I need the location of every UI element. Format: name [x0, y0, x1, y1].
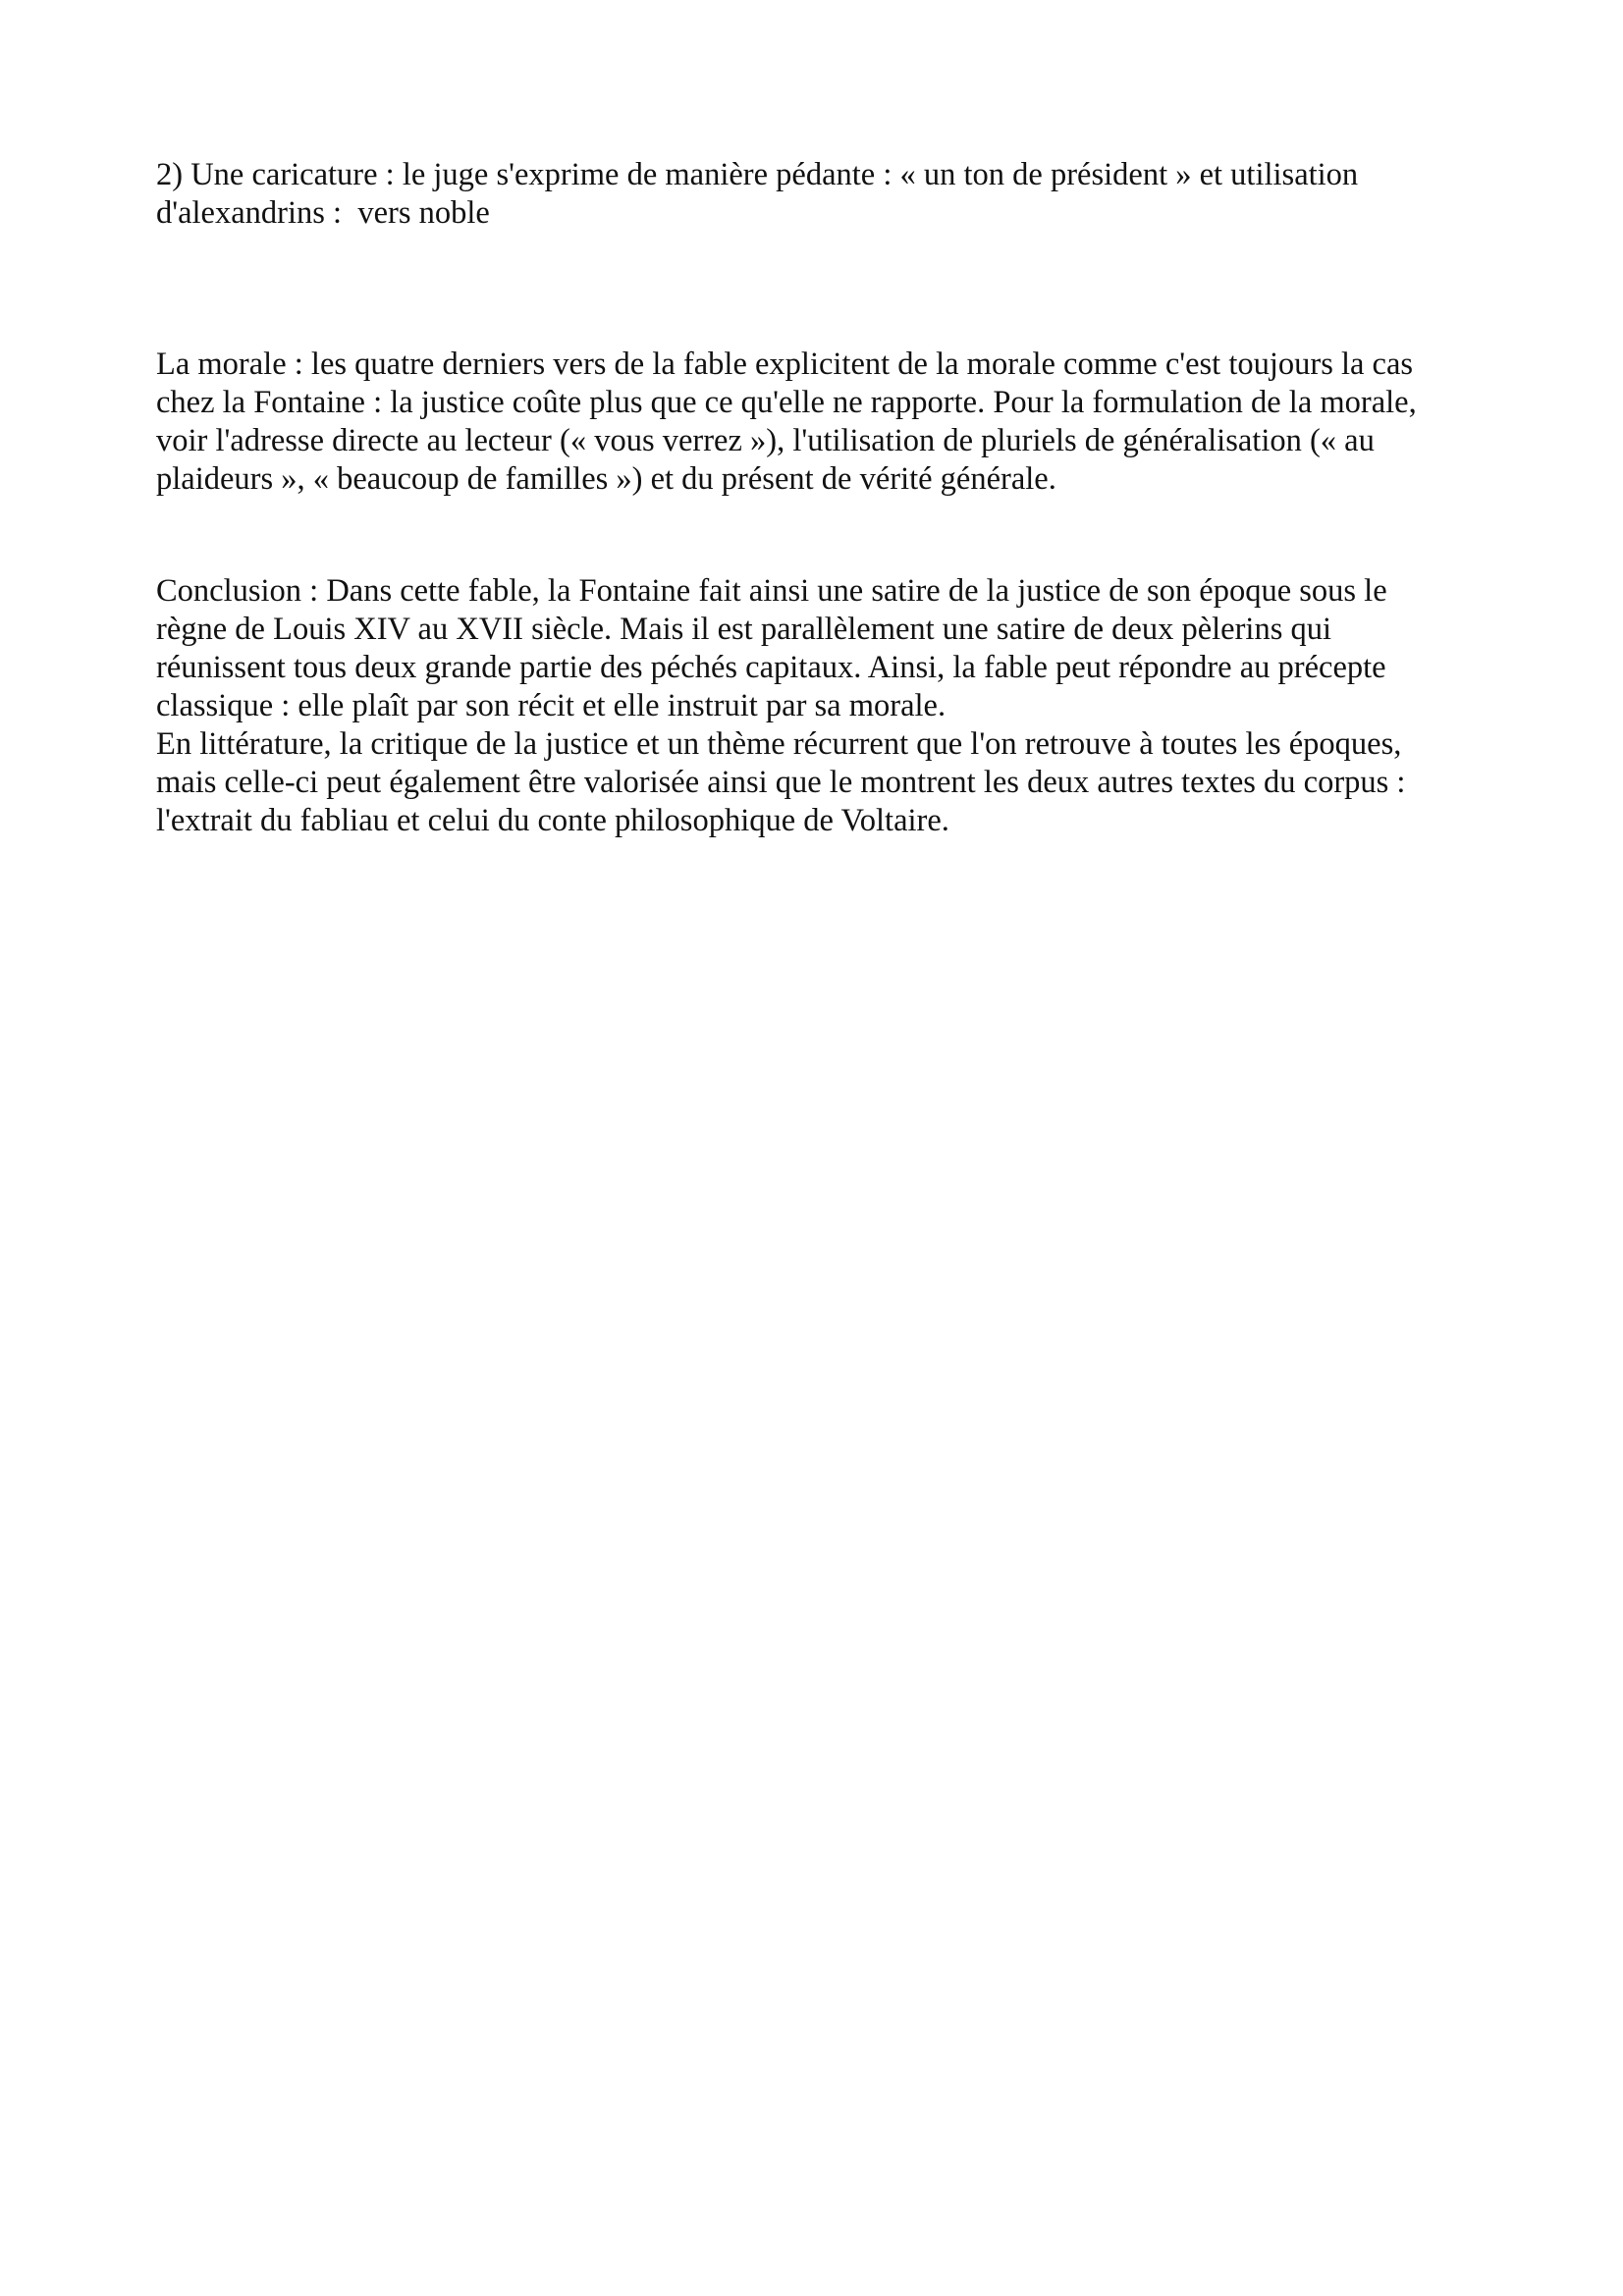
text-line: La morale : les quatre derniers vers de la fable explicitent de la morale comme c'est toujours la cas: [156, 347, 1414, 382]
text-line: réunissent tous deux grande partie des péchés capitaux. Ainsi, la fable peut répondre au précepte: [156, 650, 1386, 685]
text-line: chez la Fontaine : la justice coûte plus que ce qu'elle ne rapporte. Pour la formulation de la morale,: [156, 385, 1417, 420]
text-line: plaideurs », « beaucoup de familles ») et du présent de vérité générale.: [156, 461, 1056, 497]
text-line: 2) Une caricature : le juge s'exprime de manière pédante : « un ton de président » et utilisation: [156, 157, 1359, 192]
paragraph-conclusion: [156, 572, 1511, 840]
text-line: En littérature, la critique de la justice et un thème récurrent que l'on retrouve à toutes les époques,: [156, 726, 1402, 762]
text-line: classique : elle plaît par son récit et elle instruit par sa morale.: [156, 688, 947, 723]
text-line: mais celle-ci peut également être valorisée ainsi que le montrent les deux autres textes du corpus :: [156, 765, 1406, 800]
text-line: règne de Louis XIV au XVII siècle. Mais il est parallèlement une satire de deux pèlerins qui: [156, 612, 1331, 647]
text-line: l'extrait du fabliau et celui du conte philosophique de Voltaire.: [156, 803, 949, 838]
paragraph-morale: [156, 346, 1511, 499]
text-line: d'alexandrins : vers noble: [156, 195, 490, 231]
paragraph-caricature: [156, 156, 1511, 233]
text-line: Conclusion : Dans cette fable, la Fontaine fait ainsi une satire de la justice de son époque sous le: [156, 573, 1387, 609]
text-line: voir l'adresse directe au lecteur (« vous verrez »), l'utilisation de pluriels de généralisation (« au: [156, 423, 1375, 458]
